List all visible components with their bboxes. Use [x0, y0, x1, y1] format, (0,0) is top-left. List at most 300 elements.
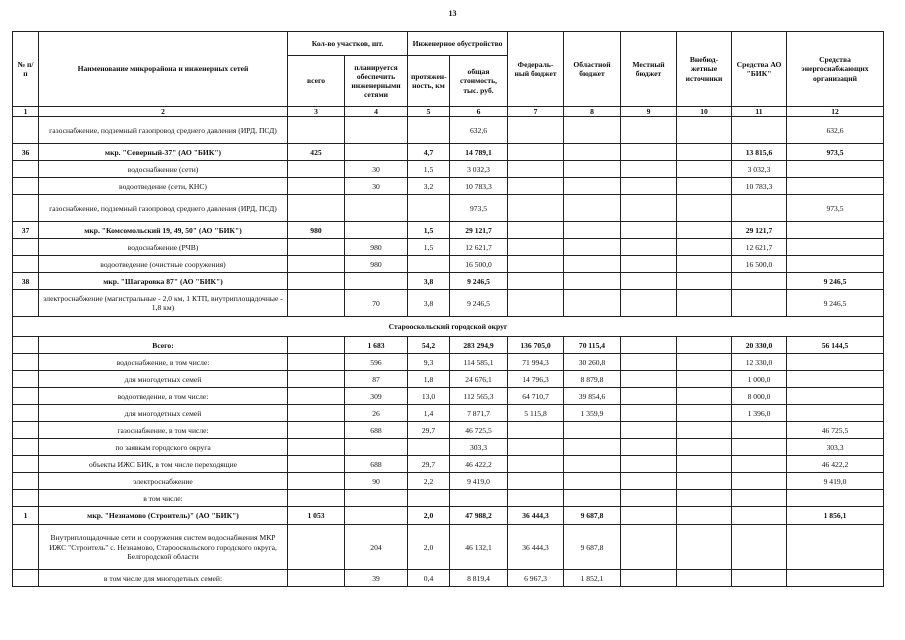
- cell-c11: [732, 473, 787, 490]
- row-number: [13, 161, 39, 178]
- cell-c8: [564, 161, 621, 178]
- cell-c10: [677, 290, 732, 317]
- cell-c9: [621, 507, 677, 525]
- row-name: водоотведение (сети, КНС): [39, 178, 288, 195]
- cell-c6: 12 621,7: [450, 239, 508, 256]
- header-col-10: Внебюд-жетные источники: [677, 32, 732, 107]
- cell-c4: 688: [345, 456, 408, 473]
- cell-c7: [508, 490, 564, 507]
- cell-c10: [677, 371, 732, 388]
- row-name: водоснабжение, в том числе:: [39, 354, 288, 371]
- column-number: 1: [13, 107, 39, 117]
- cell-c4: [345, 490, 408, 507]
- cell-c11: 20 330,0: [732, 337, 787, 354]
- table-row: [13, 117, 884, 144]
- column-number: 10: [677, 107, 732, 117]
- row-number: 36: [13, 144, 39, 161]
- cell-c7: 5 115,8: [508, 405, 564, 422]
- cell-c3: [288, 256, 345, 273]
- row-name: мкр. "Шагаровка 87" (АО "БИК"): [39, 273, 288, 290]
- cell-c10: [677, 239, 732, 256]
- cell-c12: [787, 239, 884, 256]
- row-name: в том числе для многодетных семей:: [39, 570, 288, 587]
- cell-c12: [787, 388, 884, 405]
- cell-c9: [621, 525, 677, 570]
- cell-c3: [288, 178, 345, 195]
- cell-c7: 14 796,3: [508, 371, 564, 388]
- cell-c12: 1 856,1: [787, 507, 884, 525]
- cell-c5: 9,3: [408, 354, 450, 371]
- cell-c5: 2,2: [408, 473, 450, 490]
- cell-c6: 29 121,7: [450, 222, 508, 239]
- row-number: [13, 354, 39, 371]
- table-body-top: [13, 117, 884, 317]
- column-number: 7: [508, 107, 564, 117]
- cell-c11: 13 815,6: [732, 144, 787, 161]
- cell-c5: [408, 117, 450, 144]
- cell-c12: [787, 525, 884, 570]
- row-number: [13, 256, 39, 273]
- table-row: [13, 388, 884, 405]
- column-number: 12: [787, 107, 884, 117]
- cell-c9: [621, 239, 677, 256]
- header-col-8: Областной бюджет: [564, 32, 621, 107]
- table-row: [13, 490, 884, 507]
- cell-c11: 1 000,0: [732, 371, 787, 388]
- cell-c7: [508, 144, 564, 161]
- cell-c6: 303,3: [450, 439, 508, 456]
- cell-c3: 980: [288, 222, 345, 239]
- cell-c5: 3,8: [408, 290, 450, 317]
- cell-c4: 39: [345, 570, 408, 587]
- table-row: [13, 570, 884, 587]
- cell-c8: 1 359,9: [564, 405, 621, 422]
- cell-c9: [621, 117, 677, 144]
- table-row: [13, 337, 884, 354]
- cell-c3: [288, 290, 345, 317]
- cell-c7: [508, 473, 564, 490]
- cell-c8: [564, 239, 621, 256]
- cell-c8: [564, 490, 621, 507]
- row-name: водоотведение, в том числе:: [39, 388, 288, 405]
- cell-c6: 7 871,7: [450, 405, 508, 422]
- cell-c3: [288, 371, 345, 388]
- cell-c4: [345, 222, 408, 239]
- table-row: [13, 256, 884, 273]
- cell-c7: [508, 290, 564, 317]
- cell-c10: [677, 161, 732, 178]
- cell-c12: [787, 354, 884, 371]
- cell-c12: 9 419,0: [787, 473, 884, 490]
- cell-c9: [621, 222, 677, 239]
- row-name: Внутриплощадочные сети и сооружения систем водоснабжения МКР ИЖС "Строитель" с. Незнамово, Старооскольского городского округа, Белгородской области: [39, 525, 288, 570]
- cell-c5: 4,7: [408, 144, 450, 161]
- cell-c5: [408, 439, 450, 456]
- cell-c8: [564, 456, 621, 473]
- cell-c3: [288, 490, 345, 507]
- cell-c9: [621, 256, 677, 273]
- row-number: [13, 525, 39, 570]
- cell-c7: 71 994,3: [508, 354, 564, 371]
- cell-c8: [564, 273, 621, 290]
- cell-c11: 12 621,7: [732, 239, 787, 256]
- cell-c12: [787, 161, 884, 178]
- row-name: в том числе:: [39, 490, 288, 507]
- cell-c11: [732, 456, 787, 473]
- cell-c12: 46 725,5: [787, 422, 884, 439]
- row-name: мкр. "Северный-37" (АО "БИК"): [39, 144, 288, 161]
- cell-c11: [732, 507, 787, 525]
- cell-c9: [621, 337, 677, 354]
- cell-c6: 16 500,0: [450, 256, 508, 273]
- cell-c5: 29,7: [408, 456, 450, 473]
- cell-c6: 9 419,0: [450, 473, 508, 490]
- cell-c10: [677, 337, 732, 354]
- cell-c6: 114 585,1: [450, 354, 508, 371]
- cell-c12: 632,6: [787, 117, 884, 144]
- table-row: [13, 178, 884, 195]
- cell-c9: [621, 570, 677, 587]
- row-name: объекты ИЖС БИК, в том числе переходящие: [39, 456, 288, 473]
- cell-c4: 26: [345, 405, 408, 422]
- row-number: [13, 195, 39, 222]
- cell-c10: [677, 273, 732, 290]
- row-name: газоснабжение, подземный газопровод среднего давления (ИРД, ПСД): [39, 195, 288, 222]
- cell-c4: 1 683: [345, 337, 408, 354]
- cell-c10: [677, 422, 732, 439]
- cell-c9: [621, 273, 677, 290]
- row-number: [13, 439, 39, 456]
- cell-c10: [677, 507, 732, 525]
- header-col-1: № п/п: [13, 32, 39, 107]
- cell-c12: 973,5: [787, 195, 884, 222]
- cell-c5: [408, 256, 450, 273]
- header-col-6: общая стоимость, тыс. руб.: [450, 56, 508, 107]
- cell-c6: 973,5: [450, 195, 508, 222]
- cell-c6: 112 565,3: [450, 388, 508, 405]
- cell-c8: [564, 256, 621, 273]
- cell-c9: [621, 178, 677, 195]
- cell-c5: 3,2: [408, 178, 450, 195]
- cell-c12: 303,3: [787, 439, 884, 456]
- cell-c9: [621, 388, 677, 405]
- cell-c7: [508, 195, 564, 222]
- cell-c6: 9 246,5: [450, 273, 508, 290]
- cell-c3: [288, 456, 345, 473]
- table-header: [13, 32, 884, 117]
- row-name: электроснабжение: [39, 473, 288, 490]
- cell-c5: [408, 195, 450, 222]
- cell-c11: 10 783,3: [732, 178, 787, 195]
- column-number: 11: [732, 107, 787, 117]
- cell-c3: [288, 570, 345, 587]
- header-col-2: Наименование микрорайона и инженерных сетей: [39, 32, 288, 107]
- cell-c8: [564, 290, 621, 317]
- budget-table: [12, 31, 884, 587]
- cell-c10: [677, 117, 732, 144]
- cell-c3: 1 053: [288, 507, 345, 525]
- cell-c9: [621, 490, 677, 507]
- table-body-bottom: [13, 337, 884, 587]
- cell-c7: 6 967,3: [508, 570, 564, 587]
- cell-c10: [677, 570, 732, 587]
- cell-c7: [508, 422, 564, 439]
- cell-c4: [345, 507, 408, 525]
- cell-c12: [787, 371, 884, 388]
- column-number: 6: [450, 107, 508, 117]
- cell-c6: 46 132,1: [450, 525, 508, 570]
- cell-c4: [345, 144, 408, 161]
- cell-c10: [677, 256, 732, 273]
- cell-c6: 46 725,5: [450, 422, 508, 439]
- cell-c8: [564, 144, 621, 161]
- cell-c3: [288, 239, 345, 256]
- cell-c10: [677, 178, 732, 195]
- cell-c7: [508, 117, 564, 144]
- cell-c12: [787, 405, 884, 422]
- column-number: 3: [288, 107, 345, 117]
- table-row: [13, 456, 884, 473]
- cell-c9: [621, 195, 677, 222]
- section-title: Старооскольский городской округ: [13, 317, 884, 337]
- cell-c12: 9 246,5: [787, 290, 884, 317]
- table-row: [13, 290, 884, 317]
- cell-c4: [345, 273, 408, 290]
- cell-c6: [450, 490, 508, 507]
- row-number: [13, 178, 39, 195]
- cell-c4: 688: [345, 422, 408, 439]
- row-name: газоснабжение, подземный газопровод среднего давления (ИРД, ПСД): [39, 117, 288, 144]
- row-number: 38: [13, 273, 39, 290]
- cell-c11: [732, 525, 787, 570]
- cell-c4: [345, 195, 408, 222]
- cell-c8: [564, 473, 621, 490]
- cell-c4: 90: [345, 473, 408, 490]
- column-number: 8: [564, 107, 621, 117]
- row-number: [13, 388, 39, 405]
- cell-c11: [732, 570, 787, 587]
- cell-c11: 16 500,0: [732, 256, 787, 273]
- cell-c6: 9 246,5: [450, 290, 508, 317]
- cell-c8: [564, 439, 621, 456]
- cell-c12: 9 246,5: [787, 273, 884, 290]
- cell-c10: [677, 456, 732, 473]
- column-number: 5: [408, 107, 450, 117]
- column-number: 4: [345, 107, 408, 117]
- cell-c5: 1,8: [408, 371, 450, 388]
- cell-c8: [564, 195, 621, 222]
- cell-c9: [621, 439, 677, 456]
- cell-c4: 87: [345, 371, 408, 388]
- cell-c8: 30 260,8: [564, 354, 621, 371]
- cell-c5: 0,4: [408, 570, 450, 587]
- cell-c3: [288, 273, 345, 290]
- cell-c12: [787, 256, 884, 273]
- cell-c10: [677, 439, 732, 456]
- cell-c8: 9 687,8: [564, 525, 621, 570]
- cell-c7: 36 444,3: [508, 525, 564, 570]
- cell-c5: [408, 490, 450, 507]
- cell-c9: [621, 144, 677, 161]
- cell-c4: 309: [345, 388, 408, 405]
- cell-c10: [677, 195, 732, 222]
- cell-c3: [288, 525, 345, 570]
- cell-c9: [621, 161, 677, 178]
- cell-c4: 980: [345, 239, 408, 256]
- table-row: [13, 371, 884, 388]
- cell-c9: [621, 354, 677, 371]
- cell-c3: [288, 161, 345, 178]
- header-group-engineering: Инженерное обустройство: [408, 32, 508, 56]
- row-name: для многодетных семей: [39, 371, 288, 388]
- cell-c3: [288, 388, 345, 405]
- row-name: для многодетных семей: [39, 405, 288, 422]
- row-number: [13, 239, 39, 256]
- cell-c3: [288, 473, 345, 490]
- table-row: [13, 354, 884, 371]
- cell-c3: [288, 422, 345, 439]
- cell-c11: [732, 273, 787, 290]
- row-number: [13, 290, 39, 317]
- cell-c4: [345, 439, 408, 456]
- table-row: [13, 525, 884, 570]
- cell-c7: [508, 161, 564, 178]
- header-col-9: Местный бюджет: [621, 32, 677, 107]
- cell-c10: [677, 354, 732, 371]
- cell-c11: [732, 422, 787, 439]
- cell-c3: [288, 195, 345, 222]
- cell-c4: 30: [345, 178, 408, 195]
- cell-c5: 1,5: [408, 222, 450, 239]
- cell-c7: [508, 256, 564, 273]
- row-name: водоснабжение (РЧВ): [39, 239, 288, 256]
- cell-c4: 70: [345, 290, 408, 317]
- cell-c6: 632,6: [450, 117, 508, 144]
- cell-c8: [564, 422, 621, 439]
- table-row: [13, 273, 884, 290]
- cell-c9: [621, 405, 677, 422]
- cell-c11: 8 000,0: [732, 388, 787, 405]
- cell-c7: [508, 222, 564, 239]
- column-numbers-row: [13, 107, 884, 117]
- column-number: 2: [39, 107, 288, 117]
- row-name: мкр. "Комсомольский 19, 49, 50" (АО "БИК"): [39, 222, 288, 239]
- row-number: [13, 490, 39, 507]
- cell-c10: [677, 222, 732, 239]
- cell-c9: [621, 456, 677, 473]
- header-col-5: протяжен-ность, км: [408, 56, 450, 107]
- cell-c12: 46 422,2: [787, 456, 884, 473]
- cell-c9: [621, 371, 677, 388]
- cell-c3: 425: [288, 144, 345, 161]
- cell-c6: 14 789,1: [450, 144, 508, 161]
- cell-c12: 973,5: [787, 144, 884, 161]
- cell-c7: [508, 178, 564, 195]
- cell-c11: [732, 290, 787, 317]
- row-name: Всего:: [39, 337, 288, 354]
- cell-c11: [732, 117, 787, 144]
- cell-c6: 47 988,2: [450, 507, 508, 525]
- table-row: [13, 161, 884, 178]
- cell-c8: [564, 117, 621, 144]
- cell-c9: [621, 422, 677, 439]
- cell-c7: 136 705,0: [508, 337, 564, 354]
- row-name: водоснабжение (сети): [39, 161, 288, 178]
- cell-c7: [508, 439, 564, 456]
- row-name: электроснабжение (магистральные - 2,0 км, 1 КТП, внутриплощадочные - 1,8 км): [39, 290, 288, 317]
- cell-c8: 9 687,8: [564, 507, 621, 525]
- cell-c6: 46 422,2: [450, 456, 508, 473]
- cell-c7: [508, 273, 564, 290]
- cell-c8: [564, 222, 621, 239]
- cell-c3: [288, 405, 345, 422]
- cell-c8: [564, 178, 621, 195]
- cell-c7: [508, 456, 564, 473]
- header-col-7: Федераль-ный бюджет: [508, 32, 564, 107]
- row-name: водоотведение (очистные сооружения): [39, 256, 288, 273]
- cell-c8: 8 879,8: [564, 371, 621, 388]
- header-group-plots: Кол-во участков, шт.: [288, 32, 408, 56]
- cell-c6: 10 783,3: [450, 178, 508, 195]
- cell-c10: [677, 473, 732, 490]
- cell-c6: 24 676,1: [450, 371, 508, 388]
- cell-c5: 29,7: [408, 422, 450, 439]
- cell-c7: 64 710,7: [508, 388, 564, 405]
- cell-c8: 70 115,4: [564, 337, 621, 354]
- cell-c11: [732, 439, 787, 456]
- cell-c5: 2,0: [408, 525, 450, 570]
- table-row: [13, 144, 884, 161]
- cell-c10: [677, 388, 732, 405]
- cell-c3: [288, 439, 345, 456]
- table-row: [13, 422, 884, 439]
- column-number: 9: [621, 107, 677, 117]
- cell-c7: 36 444,3: [508, 507, 564, 525]
- cell-c10: [677, 490, 732, 507]
- cell-c5: 1,4: [408, 405, 450, 422]
- cell-c11: [732, 490, 787, 507]
- table-row: [13, 473, 884, 490]
- cell-c9: [621, 473, 677, 490]
- cell-c5: 3,8: [408, 273, 450, 290]
- table-row: [13, 405, 884, 422]
- cell-c5: 13,0: [408, 388, 450, 405]
- header-col-4: планируется обеспечить инженерными сетями: [345, 56, 408, 107]
- cell-c9: [621, 290, 677, 317]
- cell-c11: 3 032,3: [732, 161, 787, 178]
- cell-c4: 204: [345, 525, 408, 570]
- cell-c4: 596: [345, 354, 408, 371]
- cell-c5: 2,0: [408, 507, 450, 525]
- cell-c4: 980: [345, 256, 408, 273]
- cell-c6: 283 294,9: [450, 337, 508, 354]
- cell-c5: 1,5: [408, 161, 450, 178]
- row-number: [13, 456, 39, 473]
- cell-c12: [787, 490, 884, 507]
- cell-c3: [288, 337, 345, 354]
- row-number: 1: [13, 507, 39, 525]
- cell-c10: [677, 405, 732, 422]
- cell-c11: 12 330,0: [732, 354, 787, 371]
- cell-c11: 1 396,0: [732, 405, 787, 422]
- cell-c11: 29 121,7: [732, 222, 787, 239]
- cell-c10: [677, 144, 732, 161]
- cell-c8: 39 854,6: [564, 388, 621, 405]
- row-name: газоснабжение, в том числе:: [39, 422, 288, 439]
- table-row: [13, 195, 884, 222]
- cell-c5: 54,2: [408, 337, 450, 354]
- cell-c10: [677, 525, 732, 570]
